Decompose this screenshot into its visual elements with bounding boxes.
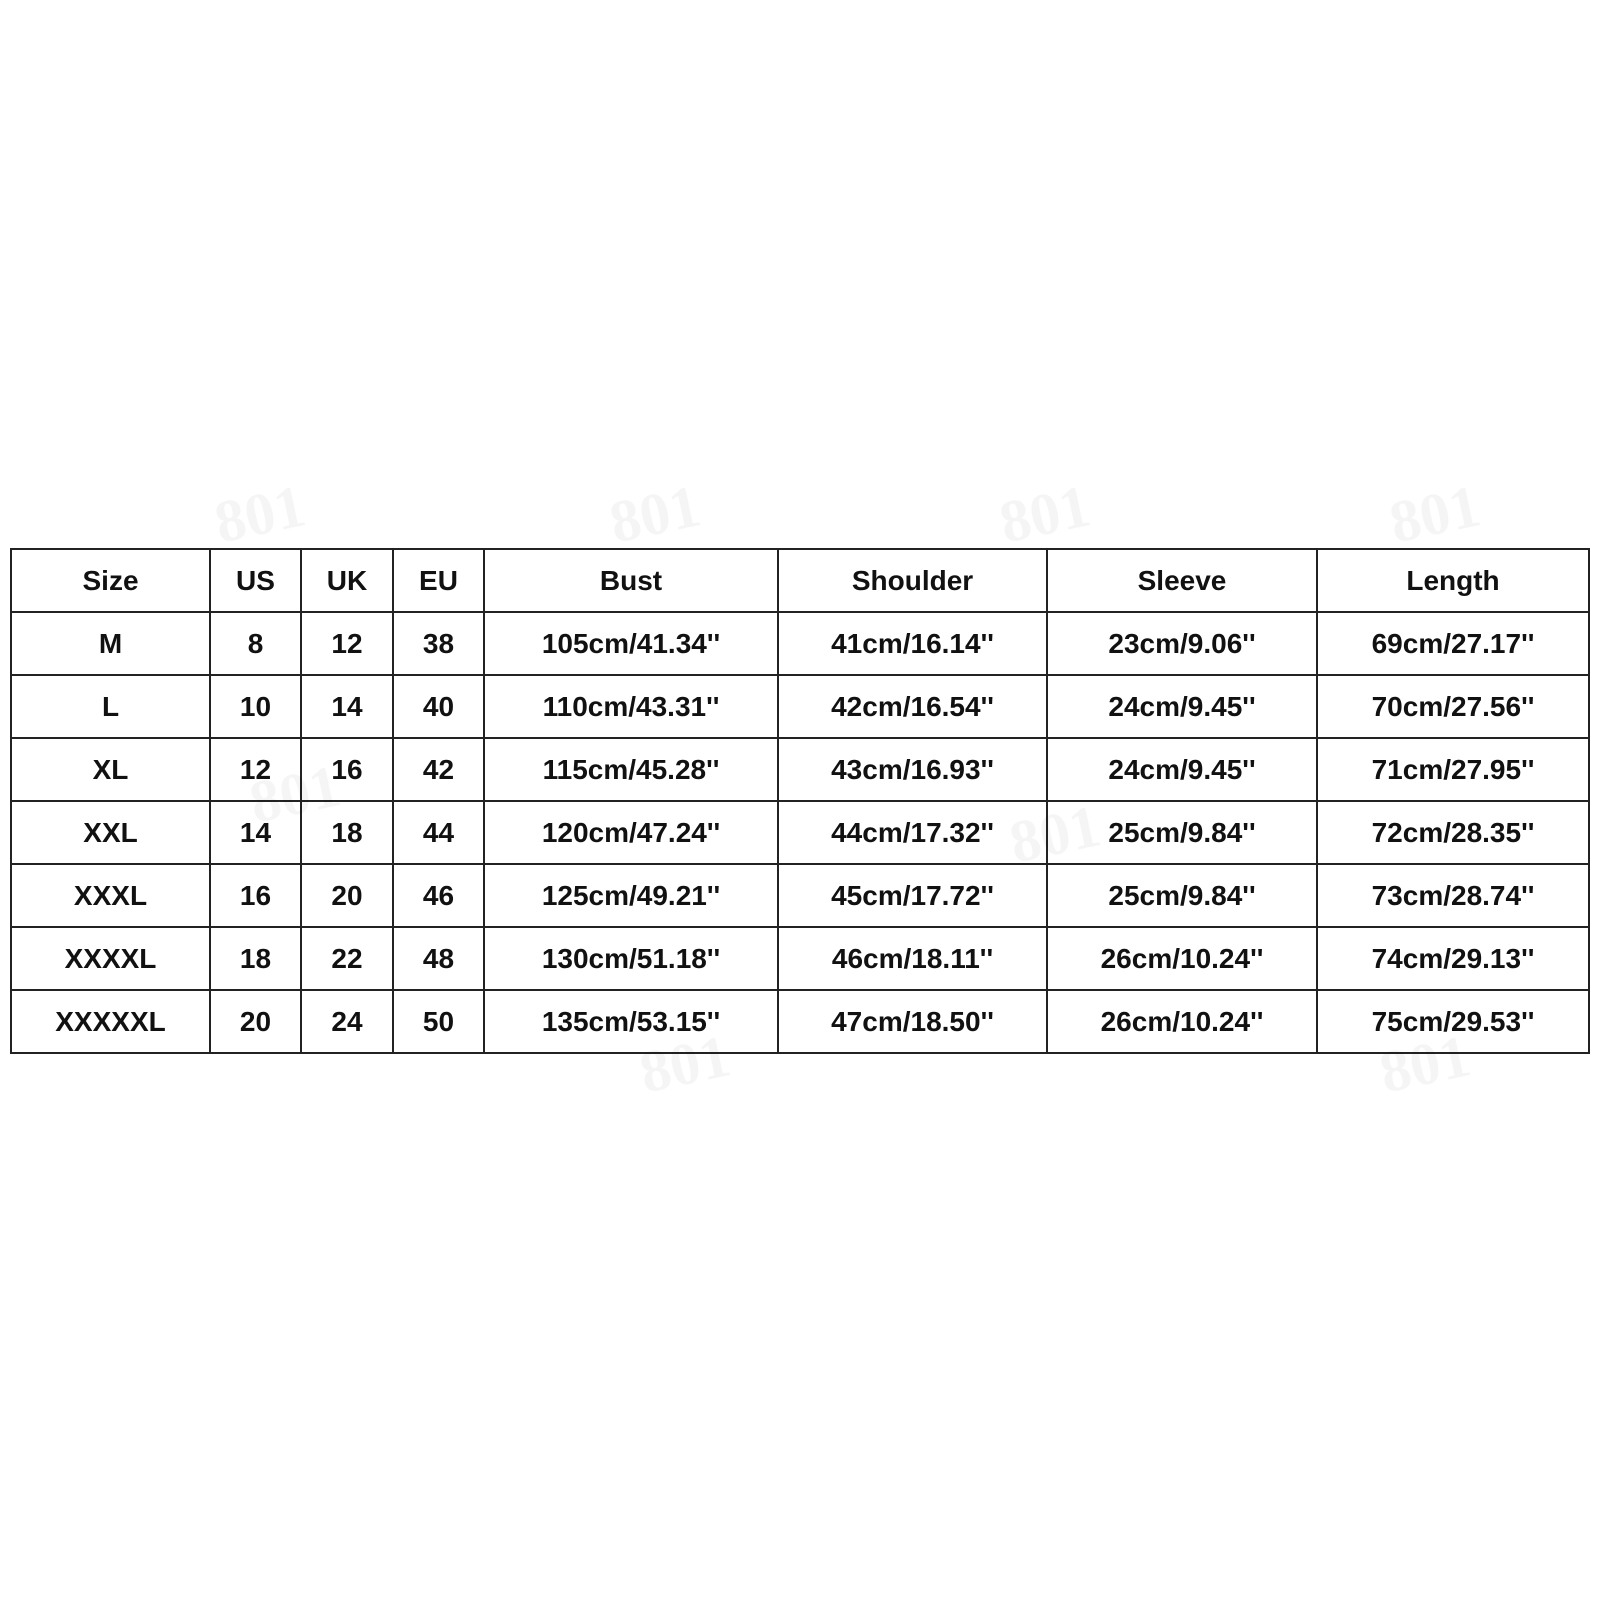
cell-uk: 18: [301, 801, 393, 864]
cell-eu: 40: [393, 675, 484, 738]
cell-bust: 130cm/51.18'': [484, 927, 778, 990]
cell-eu: 46: [393, 864, 484, 927]
cell-length: 73cm/28.74'': [1317, 864, 1589, 927]
cell-eu: 48: [393, 927, 484, 990]
cell-length: 75cm/29.53'': [1317, 990, 1589, 1053]
cell-size: XXXXL: [11, 927, 210, 990]
cell-uk: 14: [301, 675, 393, 738]
header-eu: EU: [393, 549, 484, 612]
cell-sleeve: 26cm/10.24'': [1047, 990, 1317, 1053]
table-row: [11, 738, 1589, 801]
cell-us: 8: [210, 612, 301, 675]
cell-size: XXXL: [11, 864, 210, 927]
header-length: Length: [1317, 549, 1589, 612]
cell-length: 71cm/27.95'': [1317, 738, 1589, 801]
cell-sleeve: 26cm/10.24'': [1047, 927, 1317, 990]
cell-us: 10: [210, 675, 301, 738]
cell-sleeve: 23cm/9.06'': [1047, 612, 1317, 675]
cell-shoulder: 42cm/16.54'': [778, 675, 1047, 738]
header-size: Size: [11, 549, 210, 612]
cell-eu: 44: [393, 801, 484, 864]
cell-us: 16: [210, 864, 301, 927]
table-row: [11, 801, 1589, 864]
cell-us: 20: [210, 990, 301, 1053]
cell-length: 69cm/27.17'': [1317, 612, 1589, 675]
table-row: [11, 612, 1589, 675]
header-bust: Bust: [484, 549, 778, 612]
table-row: [11, 864, 1589, 927]
table-row: [11, 990, 1589, 1053]
watermark-mark: [994, 471, 1096, 557]
cell-uk: 22: [301, 927, 393, 990]
cell-shoulder: 41cm/16.14'': [778, 612, 1047, 675]
cell-eu: 38: [393, 612, 484, 675]
header-uk: UK: [301, 549, 393, 612]
watermark-mark: [1384, 471, 1486, 557]
cell-shoulder: 44cm/17.32'': [778, 801, 1047, 864]
cell-size: XL: [11, 738, 210, 801]
header-sleeve: Sleeve: [1047, 549, 1317, 612]
cell-eu: 50: [393, 990, 484, 1053]
cell-size: L: [11, 675, 210, 738]
cell-shoulder: 47cm/18.50'': [778, 990, 1047, 1053]
cell-shoulder: 43cm/16.93'': [778, 738, 1047, 801]
cell-us: 14: [210, 801, 301, 864]
cell-sleeve: 24cm/9.45'': [1047, 738, 1317, 801]
cell-size: XXL: [11, 801, 210, 864]
table-row: [11, 927, 1589, 990]
cell-us: 18: [210, 927, 301, 990]
cell-shoulder: 46cm/18.11'': [778, 927, 1047, 990]
size-chart-table: [10, 548, 1590, 1054]
cell-sleeve: 25cm/9.84'': [1047, 864, 1317, 927]
cell-sleeve: 25cm/9.84'': [1047, 801, 1317, 864]
cell-uk: 24: [301, 990, 393, 1053]
cell-uk: 12: [301, 612, 393, 675]
cell-shoulder: 45cm/17.72'': [778, 864, 1047, 927]
header-us: US: [210, 549, 301, 612]
cell-size: XXXXXL: [11, 990, 210, 1053]
header-row: [11, 549, 1589, 612]
cell-length: 74cm/29.13'': [1317, 927, 1589, 990]
cell-sleeve: 24cm/9.45'': [1047, 675, 1317, 738]
cell-size: M: [11, 612, 210, 675]
header-shoulder: Shoulder: [778, 549, 1047, 612]
cell-bust: 110cm/43.31'': [484, 675, 778, 738]
cell-bust: 135cm/53.15'': [484, 990, 778, 1053]
cell-eu: 42: [393, 738, 484, 801]
watermark-mark: [604, 471, 706, 557]
cell-bust: 105cm/41.34'': [484, 612, 778, 675]
cell-us: 12: [210, 738, 301, 801]
cell-uk: 20: [301, 864, 393, 927]
cell-bust: 120cm/47.24'': [484, 801, 778, 864]
table-row: [11, 675, 1589, 738]
cell-bust: 115cm/45.28'': [484, 738, 778, 801]
watermark-mark: [209, 471, 311, 557]
cell-bust: 125cm/49.21'': [484, 864, 778, 927]
cell-length: 70cm/27.56'': [1317, 675, 1589, 738]
cell-length: 72cm/28.35'': [1317, 801, 1589, 864]
cell-uk: 16: [301, 738, 393, 801]
